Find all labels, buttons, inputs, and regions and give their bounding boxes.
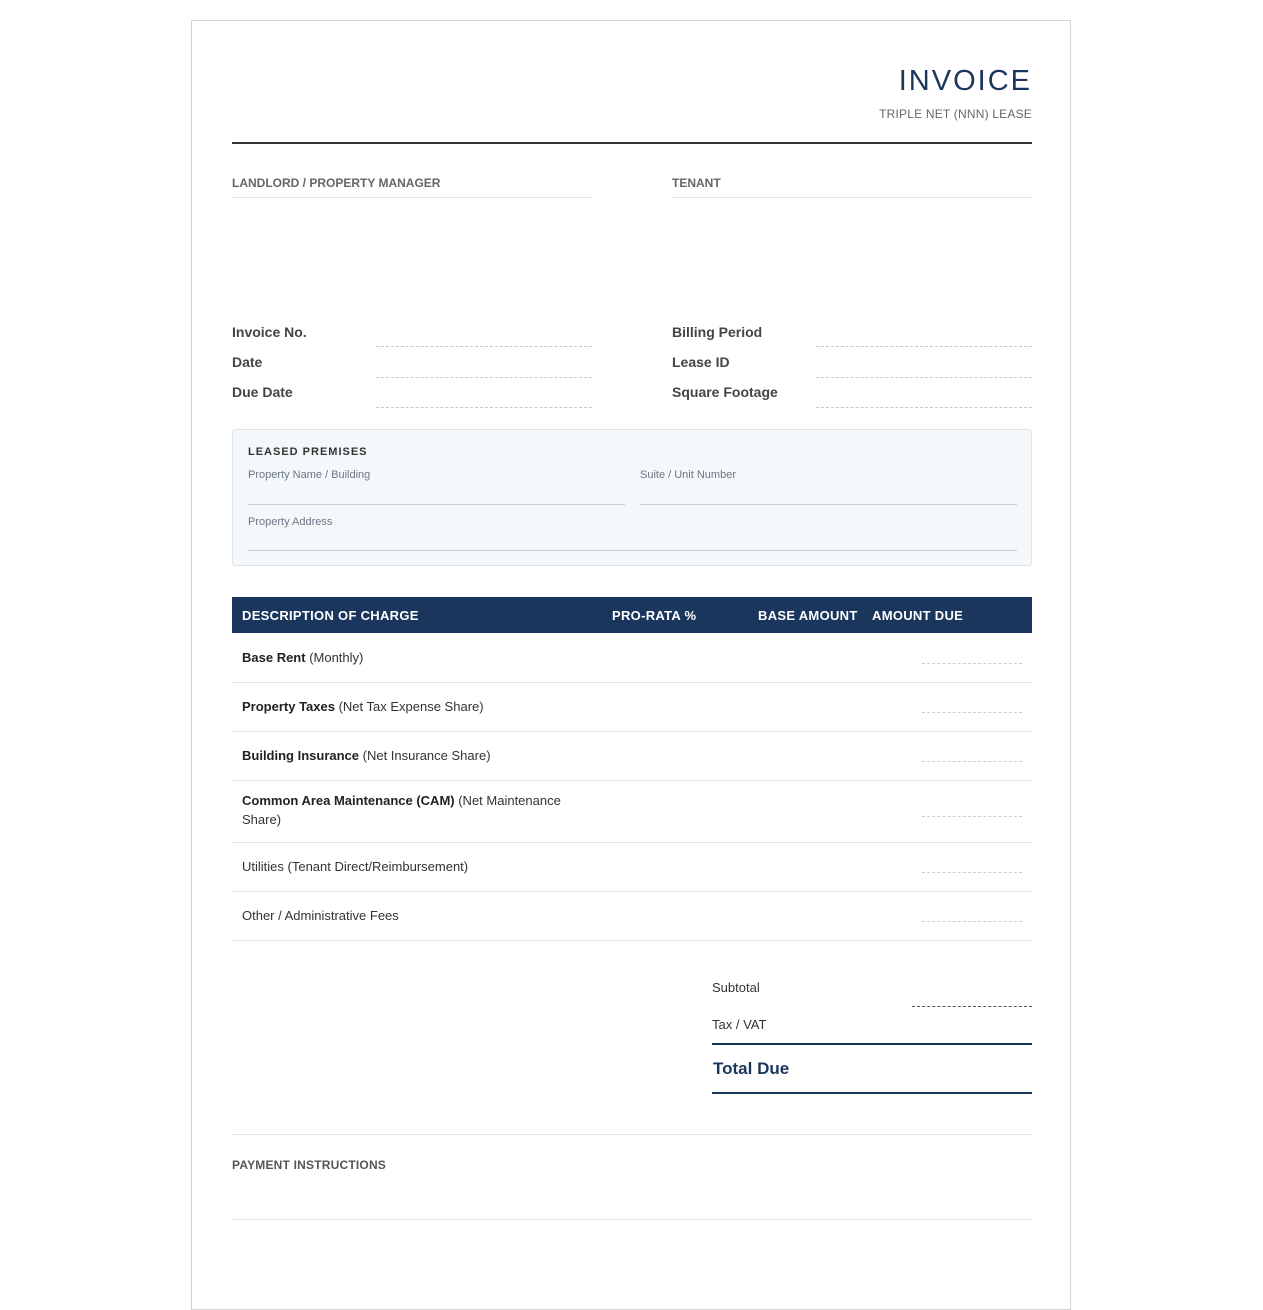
table-row xyxy=(232,842,1032,892)
lease-id-label: Lease ID xyxy=(672,354,730,370)
charge-description xyxy=(242,697,582,716)
property-name-label: Property Name / Building xyxy=(248,469,371,481)
col-description: DESCRIPTION OF CHARGE xyxy=(242,608,419,623)
amount-due-field[interactable] xyxy=(922,921,1022,922)
invoice-subtitle: TRIPLE NET (NNN) LEASE xyxy=(879,107,1032,121)
suite-label: Suite / Unit Number xyxy=(640,469,736,481)
charge-name: Common Area Maintenance (CAM) xyxy=(242,793,455,808)
charge-name: Property Taxes xyxy=(242,699,335,714)
amount-due-field[interactable] xyxy=(922,663,1022,664)
subtotal-label: Subtotal xyxy=(712,980,760,995)
col-prorata: PRO-RATA % xyxy=(612,608,697,623)
charges-table-header xyxy=(232,597,1032,633)
tenant-heading: TENANT xyxy=(672,176,1032,198)
amount-due-field[interactable] xyxy=(922,816,1022,817)
amount-due-field[interactable] xyxy=(922,872,1022,873)
charge-description xyxy=(242,648,582,667)
billing-period-label: Billing Period xyxy=(672,324,763,340)
square-footage-label: Square Footage xyxy=(672,384,778,400)
table-row xyxy=(232,633,1032,683)
property-name-field[interactable] xyxy=(248,504,625,505)
amount-due-field[interactable] xyxy=(922,712,1022,713)
square-footage-field[interactable] xyxy=(816,407,1032,408)
charge-name: Building Insurance xyxy=(242,748,360,763)
charge-detail: Utilities (Tenant Direct/Reimbursement) xyxy=(242,859,469,874)
charge-description xyxy=(242,906,582,925)
due-date-label: Due Date xyxy=(232,384,293,400)
lease-id-field[interactable] xyxy=(816,377,1032,378)
col-amount-due: AMOUNT DUE xyxy=(872,608,964,623)
leased-premises-title: LEASED PREMISES xyxy=(248,446,368,458)
payment-bottom-divider xyxy=(232,1219,1032,1220)
charge-detail: Other / Administrative Fees xyxy=(242,908,399,923)
billing-period-field[interactable] xyxy=(816,346,1032,347)
amount-due-field[interactable] xyxy=(922,761,1022,762)
invoice-page xyxy=(191,20,1071,1310)
charge-detail: (Monthly) xyxy=(305,650,364,665)
charge-detail: (Net Maintenance Share) xyxy=(242,793,561,827)
invoice-title: INVOICE xyxy=(898,65,1032,97)
invoice-no-field[interactable] xyxy=(376,346,592,347)
charge-description xyxy=(242,857,582,876)
invoice-no-label: Invoice No. xyxy=(232,324,307,340)
table-row xyxy=(232,891,1032,941)
payment-top-divider xyxy=(232,1134,1032,1135)
charge-detail: (Net Tax Expense Share) xyxy=(334,699,484,714)
property-address-label: Property Address xyxy=(248,516,333,528)
total-due-label: Total Due xyxy=(713,1059,790,1078)
leased-premises-box xyxy=(232,429,1032,566)
subtotal-field[interactable] xyxy=(912,1006,1032,1007)
payment-instructions-title: PAYMENT INSTRUCTIONS xyxy=(232,1158,387,1172)
property-address-field[interactable] xyxy=(248,550,1017,551)
charge-name: Base Rent xyxy=(242,650,306,665)
header-divider xyxy=(232,142,1032,144)
tax-label: Tax / VAT xyxy=(712,1017,767,1032)
table-row xyxy=(232,731,1032,781)
table-row xyxy=(232,682,1032,732)
suite-field[interactable] xyxy=(640,504,1017,505)
charge-description xyxy=(242,746,582,765)
date-field[interactable] xyxy=(376,377,592,378)
due-date-field[interactable] xyxy=(376,407,592,408)
landlord-heading: LANDLORD / PROPERTY MANAGER xyxy=(232,176,592,198)
total-top-rule xyxy=(712,1043,1032,1045)
total-bottom-rule xyxy=(712,1092,1032,1094)
table-row xyxy=(232,780,1032,843)
charge-description xyxy=(242,791,572,829)
charge-detail: (Net Insurance Share) xyxy=(359,748,491,763)
date-label: Date xyxy=(232,354,263,370)
col-base-amount: BASE AMOUNT xyxy=(758,608,858,623)
